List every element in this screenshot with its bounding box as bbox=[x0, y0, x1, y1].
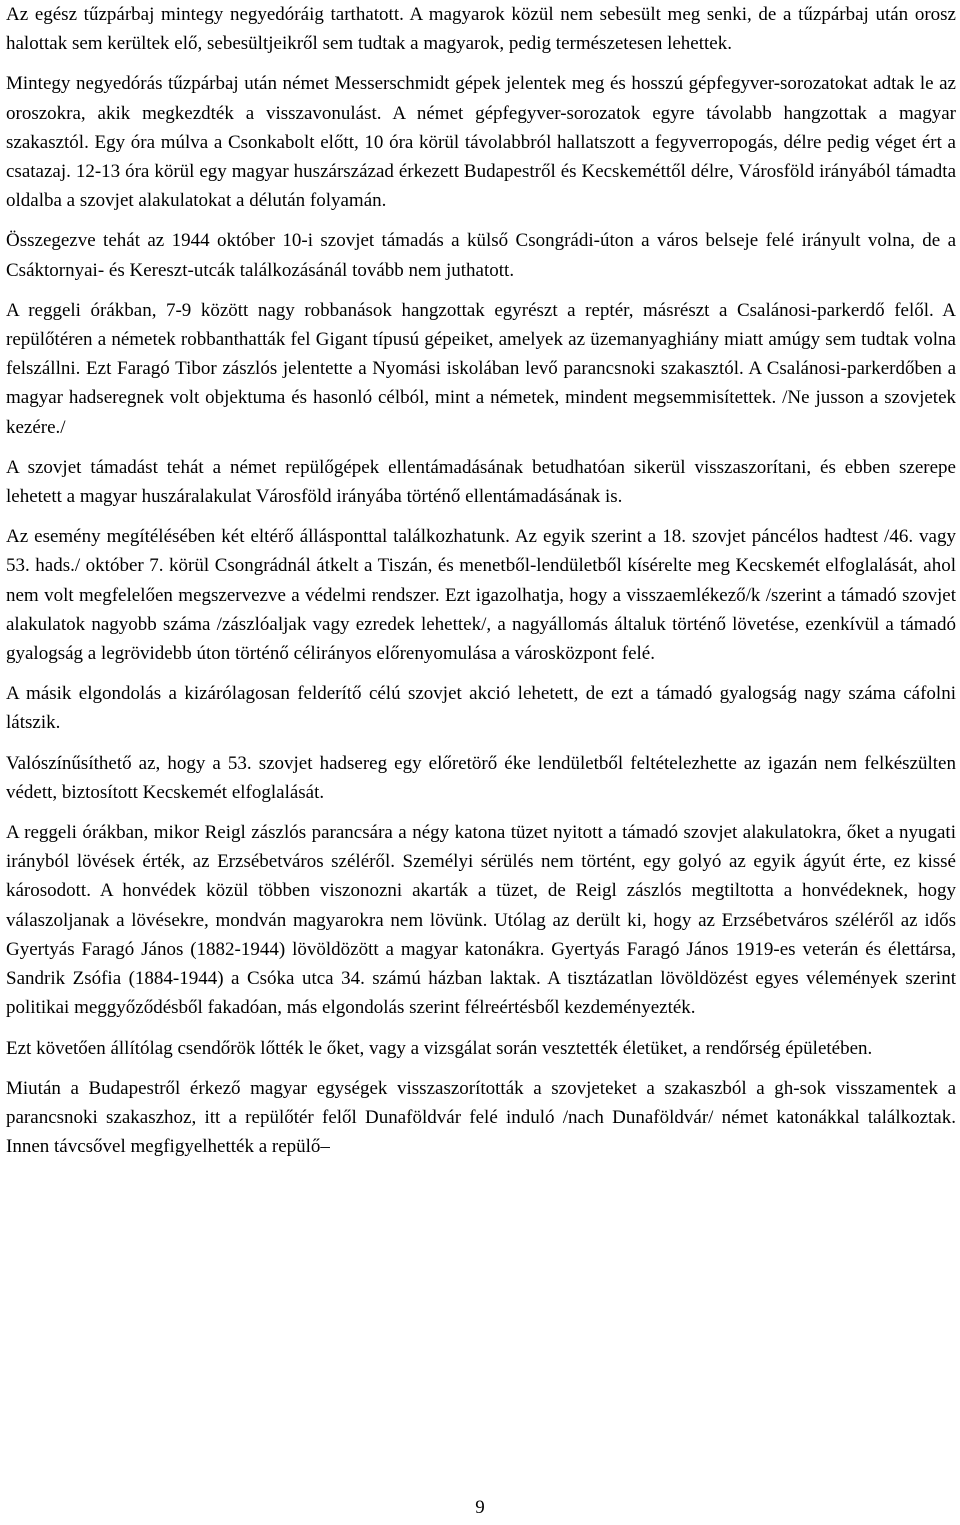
paragraph-7: A másik elgondolás a kizárólagosan felderítő célú szovjet akció lehetett, de ezt a támadó gyalogság nagy száma cáfolni látszik. bbox=[6, 683, 956, 734]
paragraph-10: Ezt követően állítólag csendőrök lőtték le őket, vagy a vizsgálat során vesztették életüket, a rendőrség épületében. bbox=[6, 1037, 873, 1059]
paragraph-6: Az esemény megítélésében két eltérő állásponttal találkozhatunk. Az egyik szerint a 18. szovjet páncélos hadtest /46. vagy 53. hads./ október 7. körül Csongrádnál átkelt a Tiszán, és menetből-lendületből kísérelte meg Kecskemét elfoglalását, ahol nem volt megfelelően megszervezve a védelmi rendszer. Ezt igazolhatja, hogy a visszaemlékező/k /szerint a támadó szovjet alakulatok nagyobb száma /zászlóaljak vagy ezredek lehettek/, a nagyállomás általuk történő lövetése, ezenkívül a támadó gyalogság a legrövidebb úton történő célirányos előrenyomulása a városközpont felé. bbox=[6, 526, 956, 665]
paragraph-5: A szovjet támadást tehát a német repülőgépek ellentámadásának betudhatóan sikerül visszaszorítani, és ebben szerepe lehetett a magyar huszáralakulat Városföld irányába történő ellentámadásának is. bbox=[6, 456, 956, 508]
paragraph-9: A reggeli órákban, mikor Reigl zászlós parancsára a négy katona tüzet nyitott a támadó szovjet alakulatokra, őket a nyugati irányból lövések érték, az Erzsébetváros széléről. Személyi sérülés nem történt, egy golyó az egyik ágyút érte, ez kissé károsodott. A honvédek közül többen viszonozni akarták a tüzet, de Reigl zászlós megtiltotta a honvédeknek, hogy válaszoljanak a lövésekre, mondván magyarokra nem lövünk. Utólag az derült ki, hogy az Erzsébetváros széléről az idős Gyertyás Faragó János (1882-1944) lövöldözött a magyar katonákra. Gyertyás Faragó János 1919-es veterán és élettársa, Sandrik Zsófia (1884-1944) a Csóka utca 34. számú házban laktak. A tisztázatlan lövöldözést egyes vélemények szerint politikai meggyőződésből fakadóan, más elgondolás szerint félreértésből kezdeményezték. bbox=[6, 822, 956, 1019]
paragraph-11: Miután a Budapestről érkező magyar egységek visszaszorították a szovjeteket a szakaszból a gh-sok visszamentek a parancsnoki szakaszhoz, itt a repülőtér felől Dunaföldvár felé induló /nach Dunaföldvár/ német katonákkal találkoztak. Innen távcsővel megfigyelhették a repülő– bbox=[6, 1077, 956, 1158]
paragraph-3: Összegezve tehát az 1944 október 10-i szovjet támadás a külső Csongrádi-úton a város belseje felé irányult volna, de a Csáktornyai- és Kereszt-utcák találkozásánál tovább nem juthatott. bbox=[6, 230, 956, 281]
paragraph-4: A reggeli órákban, 7-9 között nagy robbanások hangzottak egyrészt a reptér, másrészt a Csalánosi-parkerdő felől. A repülőtéren a németek robbanthatták fel Gigant típusú gépeiket, amelyek az üzemanyaghiány miatt amúgy sem tudtak volna felszállni. Ezt Faragó Tibor zászlós jelentette a Nyomási iskolában levő parancsnoki szakasztól. A Csalánosi-parkerdőben a magyar hadseregnek volt objektuma és hasonló célból, mint a németek, mindent megsemmisítettek. /Ne jusson a szovjetek kezére./ bbox=[6, 299, 956, 438]
paragraph-2: Mintegy negyedórás tűzpárbaj után német Messerschmidt gépek jelentek meg és hosszú gépfegyver-sorozatokat adtak le az oroszokra, akik megkezdték a visszavonulást. A német gépfegyver-sorozatok egyre távolabb hangzottak a magyar szakasztól. Egy óra múlva a Csonkabolt előtt, 10 óra körül távolabbról hallatszott a fegyverropogás, délre pedig véget ért a csatazaj. 12-13 óra körül egy magyar huszárszázad érkezett Budapestről és Kecskeméttől délre, Városföld irányából támadta oldalba a szovjet alakulatokat a délután folyamán. bbox=[6, 73, 956, 212]
page-number: 9 bbox=[475, 1497, 485, 1518]
paragraph-1: Az egész tűzpárbaj mintegy negyedóráig tarthatott. A magyarok közül nem sebesült meg senki, de a tűzpárbaj után orosz halottak sem kerültek elő, sebesültjeikről sem tudtak a magyarok, pedig természetesen lehettek. bbox=[6, 4, 956, 55]
paragraph-8: Valószínűsíthető az, hogy a 53. szovjet hadsereg egy előretörő éke lendületből feltételezhette az igazán nem felkészülten védett, biztosított Kecskemét elfoglalását. bbox=[6, 752, 956, 803]
document-page bbox=[6, 0, 956, 1172]
